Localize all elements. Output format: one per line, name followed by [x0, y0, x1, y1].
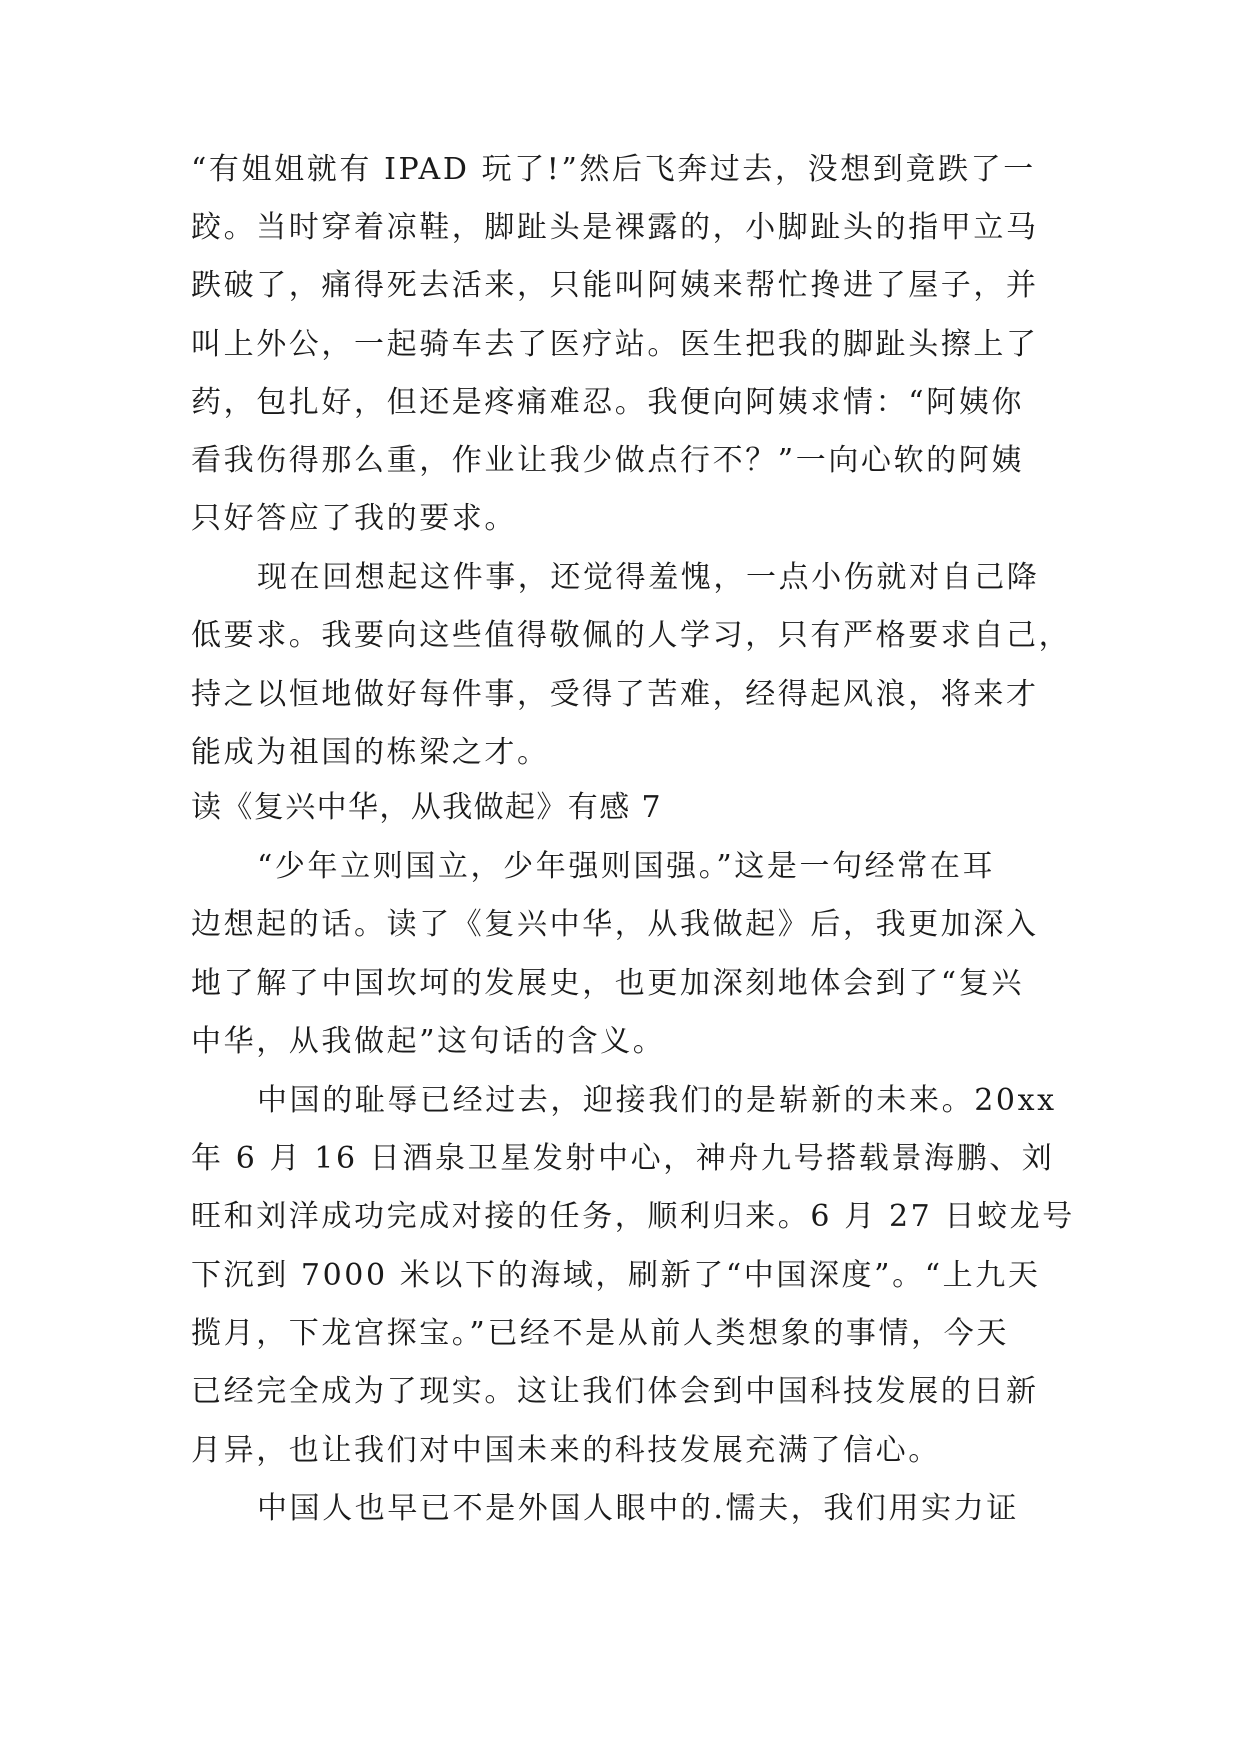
text-line: 看我伤得那么重，作业让我少做点行不？”一向心软的阿姨	[191, 443, 1024, 478]
text-line: 年 6 月 16 日酒泉卫星发射中心，神舟九号搭载景海鹏、刘	[191, 1141, 1055, 1176]
text-line: 中国的耻辱已经过去，迎接我们的是崭新的未来。20xx	[257, 1083, 1057, 1118]
text-line: 低要求。我要向这些值得敬佩的人学习，只有严格要求自己，	[191, 618, 1072, 653]
text-line: 揽月，下龙宫探宝。”已经不是从前人类想象的事情，今天	[191, 1316, 1009, 1351]
text-line: 旺和刘洋成功完成对接的任务，顺利归来。6 月 27 日蛟龙号	[191, 1199, 1075, 1234]
text-line: 现在回想起这件事，还觉得羞愧，一点小伤就对自己降	[257, 560, 1040, 595]
text-line: 持之以恒地做好每件事，受得了苦难，经得起风浪，将来才	[191, 677, 1039, 712]
text-line: 能成为祖国的栋梁之才。	[191, 735, 550, 770]
text-line: 药，包扎好，但还是疼痛难忍。我便向阿姨求情：“阿姨你	[191, 385, 1024, 420]
text-line: 中国人也早已不是外国人眼中的.懦夫，我们用实力证	[257, 1491, 1019, 1526]
text-line: 已经完全成为了现实。这让我们体会到中国科技发展的日新	[191, 1374, 1039, 1409]
text-line: “少年立则国立，少年强则国强。”这是一句经常在耳	[257, 849, 996, 884]
text-line: 下沉到 7000 米以下的海域，刷新了“中国深度”。“上九天	[191, 1258, 1041, 1293]
text-line: 边想起的话。读了《复兴中华，从我做起》后，我更加深入	[191, 907, 1039, 942]
text-line: 叫上外公，一起骑车去了医疗站。医生把我的脚趾头擦上了	[191, 327, 1039, 362]
text-line: 地了解了中国坎坷的发展史，也更加深刻地体会到了“复兴	[191, 966, 1024, 1001]
text-line: 月异，也让我们对中国未来的科技发展充满了信心。	[191, 1433, 941, 1468]
section-heading: 读《复兴中华，从我做起》有感 7	[191, 790, 663, 825]
text-line: “有姐姐就有 IPAD 玩了!”然后飞奔过去，没想到竟跌了一	[191, 152, 1036, 187]
text-line: 中华，从我做起”这句话的含义。	[191, 1024, 666, 1059]
text-line: 只好答应了我的要求。	[191, 501, 517, 536]
text-line: 跌破了，痛得死去活来，只能叫阿姨来帮忙搀进了屋子，并	[191, 268, 1039, 303]
text-line: 跤。当时穿着凉鞋，脚趾头是裸露的，小脚趾头的指甲立马	[191, 210, 1039, 245]
